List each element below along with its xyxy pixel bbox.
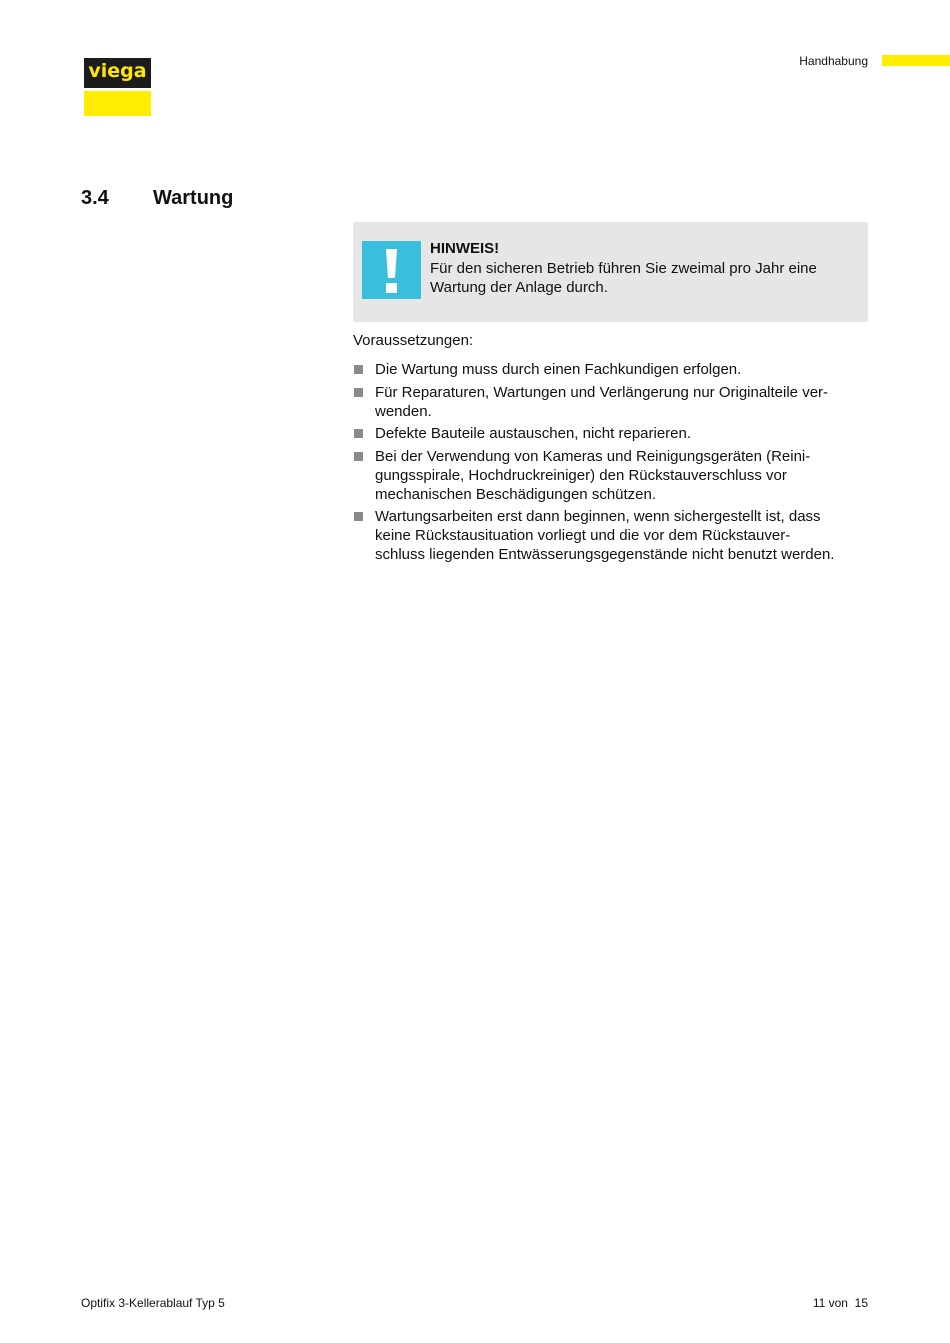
bullet-square-icon	[354, 429, 363, 438]
list-item	[353, 424, 873, 443]
notice-text	[430, 239, 860, 298]
list-item-text-line: Defekte Bauteile austauschen, nicht reparieren.	[375, 425, 692, 442]
list-item	[353, 383, 873, 421]
list-item-text-line: Die Wartung muss durch einen Fachkundigen erfolgen.	[375, 361, 742, 378]
prerequisites-label: Voraussetzungen:	[353, 332, 474, 349]
footer-page-number: 11 von 15	[812, 1296, 868, 1310]
list-item-text-line: keine Rückstausituation vorliegt und die vor dem Rückstauver-	[375, 527, 791, 544]
list-item-text-line: wenden.	[375, 402, 432, 420]
section-title: Wartung	[153, 187, 234, 209]
list-item	[353, 507, 873, 564]
footer-document-title: Optifix 3-Kellerablauf Typ 5	[81, 1296, 225, 1310]
list-item-text-line: Wartungsarbeiten erst dann beginnen, wenn sichergestellt ist, dass	[375, 508, 821, 525]
bullet-square-icon	[354, 512, 363, 521]
exclamation-icon	[362, 241, 421, 299]
header-yellow-marker	[882, 55, 950, 66]
list-item-text-line: Für Reparaturen, Wartungen und Verlängerung nur Originalteile ver-	[375, 383, 829, 401]
header-section-label: Handhabung	[799, 54, 868, 68]
logo-text: viega	[88, 60, 147, 82]
list-item	[353, 360, 873, 379]
logo-wordmark-box	[84, 58, 151, 88]
list-item-text-line: gungsspirale, Hochdruckreiniger) den Rückstauverschluss vor	[375, 466, 787, 484]
list-item-text-line: schluss liegenden Entwässerungsgegenstände nicht benutzt werden.	[375, 546, 835, 563]
notice-heading: HINWEIS!	[430, 240, 500, 257]
list-item-text-line: mechanischen Beschädigungen schützen.	[375, 485, 657, 503]
notice-body: Für den sicheren Betrieb führen Sie zweimal pro Jahr eine Wartung der Anlage durch.	[430, 259, 817, 296]
prerequisites-list	[353, 360, 873, 568]
bullet-square-icon	[354, 452, 363, 461]
viega-logo	[84, 58, 151, 116]
section-number: 3.4	[81, 187, 109, 209]
exclamation-dot	[386, 283, 397, 293]
list-item-text-line: Bei der Verwendung von Kameras und Reinigungsgeräten (Reini-	[375, 447, 811, 465]
logo-yellow-bar	[84, 91, 151, 116]
bullet-square-icon	[354, 388, 363, 397]
notice-box	[353, 222, 868, 322]
bullet-square-icon	[354, 365, 363, 374]
exclamation-bar	[386, 249, 397, 278]
list-item	[353, 447, 873, 504]
